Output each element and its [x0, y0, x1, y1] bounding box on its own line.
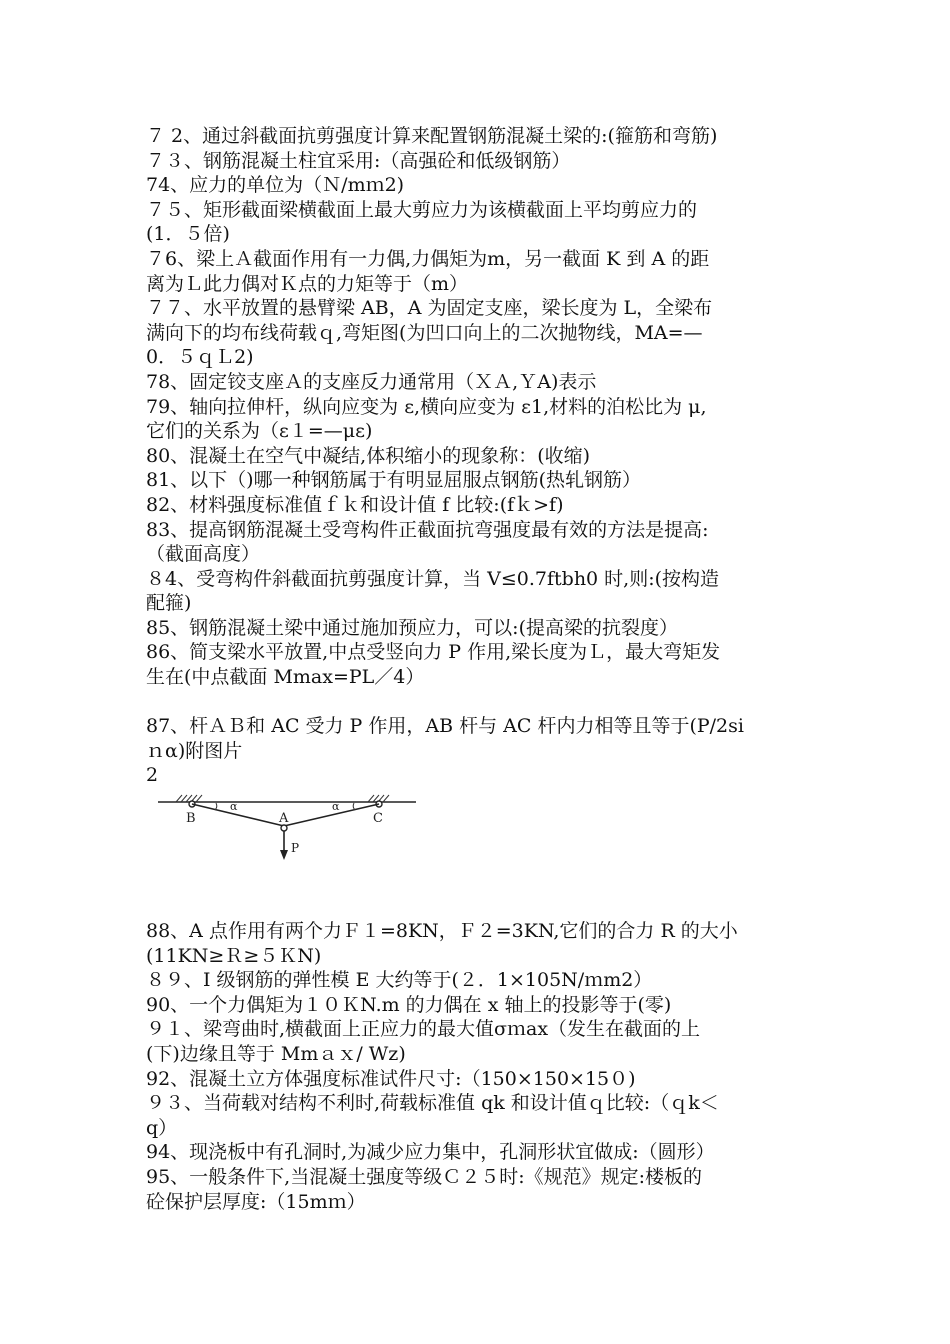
- angle-arc-left: [215, 803, 217, 810]
- text-line-q87-cont: ｎα)附图片: [146, 739, 243, 762]
- text-line-q91: ９１、梁弯曲时,横截面上正应力的最大值σｍax（发生在截面的上: [146, 1018, 701, 1041]
- bar-ab: [192, 804, 284, 826]
- text-line-q74: 74、应力的单位为（Ｎ/mｍ2): [146, 174, 405, 197]
- label-c: C: [373, 811, 383, 827]
- text-line-q84-cont: 配箍): [146, 592, 192, 615]
- text-line-q79: 79、轴向拉伸杆，纵向应变为 ε,横向应变为 ε1,材料的泊松比为 μ,: [146, 395, 707, 418]
- text-line-q94: 94、现浇板中有孔洞时,为减少应力集中，孔洞形状宜做成:（圆形）: [146, 1141, 715, 1164]
- text-line-q87-number: 2: [146, 764, 159, 787]
- text-line-q75: ７５、矩形截面梁横截面上最大剪应力为该横截面上平均剪应力的: [146, 198, 698, 221]
- text-line-q91-cont: (下)边缘且等于 Mmａｘ/ Wz): [146, 1043, 406, 1065]
- text-line-q76-cont: 离为Ｌ此力偶对Ｋ点的力矩等于（m）: [146, 272, 469, 295]
- text-line-q80: 80、混凝土在空气中凝结,体积缩小的现象称：(收缩): [146, 444, 591, 467]
- text-line-q77-cont: 满向下的均布线荷载ｑ,弯矩图(为凹口向上的二次抛物线，MA=—: [146, 321, 703, 344]
- document-body: [146, 124, 808, 1214]
- label-alpha-right: α: [332, 800, 340, 814]
- text-line-q93: ９３、当荷载对结构不利时,荷载标准值 qk 和设计值ｑ比较:（ｑk＜: [146, 1092, 719, 1115]
- text-line-q90: 90、一个力偶矩为１０ＫN.m 的力偶在 x 轴上的投影等于(零): [146, 993, 672, 1016]
- text-line-q83-cont: （截面高度）: [146, 543, 261, 566]
- text-line-q81: 81、以下（)哪一种钢筋属于有明显屈服点钢筋(热轧钢筋）: [146, 469, 642, 492]
- left-support-hatch: [176, 795, 202, 802]
- text-line-q82: 82、材料强度标准值ｆｋ和设计值 f 比较:(fｋ>f): [146, 493, 564, 516]
- text-line-q88-cont: (11KN≥Ｒ≥５ＫN): [146, 944, 322, 967]
- text-line-q78: 78、固定铰支座Ａ的支座反力通常用（ＸＡ,ＹA)表示: [146, 370, 597, 393]
- text-line-q77: ７７、水平放置的悬臂梁 AB，A 为固定支座，梁长度为 L，全梁布: [146, 297, 713, 320]
- label-b: B: [186, 811, 196, 827]
- label-p: P: [291, 841, 300, 856]
- text-line-q92: 92、混凝土立方体强度标准试件尺寸:（150×150×15０): [146, 1067, 636, 1090]
- text-line-q79-cont: 它们的关系为（ε１=—με): [146, 420, 373, 443]
- angle-arc-right: [353, 803, 355, 810]
- text-line-q73: ７３、钢筋混凝土柱宜采用:（高强砼和低级钢筋）: [146, 149, 571, 172]
- figure-gap: [146, 872, 808, 919]
- text-line-q86: 86、简支梁水平放置,中点受竖向力 P 作用,梁长度为Ｌ，最大弯矩发: [146, 641, 721, 664]
- blank-line: [146, 690, 808, 715]
- truss-figure: [154, 792, 424, 872]
- load-p-arrowhead: [280, 850, 288, 860]
- label-alpha-left: α: [230, 800, 238, 814]
- truss-diagram: [154, 792, 424, 872]
- text-line-q88: 88、A 点作用有两个力Ｆ１=8KN，Ｆ２=3KN,它们的合力 R 的大小: [146, 920, 738, 943]
- text-line-q76: ７6、梁上Ａ截面作用有一力偶,力偶矩为m，另一截面 K 到 A 的距: [146, 247, 710, 270]
- text-line-q85: 85、钢筋混凝土梁中通过施加预应力，可以:(提高梁的抗裂度）: [146, 616, 678, 639]
- text-line-q77-cont2: 0．５ｑＬ2): [146, 346, 254, 369]
- text-line-q75-cont: (1．５倍): [146, 223, 230, 246]
- text-line-q95-cont: 砼保护层厚度:（15mｍ）: [146, 1190, 366, 1213]
- text-line-q95: 95、一般条件下,当混凝土强度等级Ｃ２５时:《规范》规定:楼板的: [146, 1165, 703, 1188]
- text-line-q72: ７ 2、通过斜截面抗剪强度计算来配置钢筋混凝土梁的:(箍筋和弯筋): [146, 125, 718, 147]
- text-line-q83: 83、提高钢筋混凝土受弯构件正截面抗弯强度最有效的方法是提高:: [146, 518, 709, 541]
- text-line-q87: 87、杆ＡＢ和 AC 受力 P 作用，AB 杆与 AC 杆内力相等且等于(P/2si: [146, 715, 744, 738]
- text-line-q93-cont: q）: [146, 1116, 178, 1139]
- text-line-q86-cont: 生在(中点截面 Mmax=PL／4）: [146, 666, 425, 689]
- text-line-q84: ８4、受弯构件斜截面抗剪强度计算，当 V≤0.7ftbh0 时,则:(按构造: [146, 567, 720, 590]
- text-line-q89: ８９、I 级钢筋的弹性模 E 大约等于(２．1×105N/ｍm2）: [146, 969, 653, 992]
- label-a: A: [279, 811, 289, 827]
